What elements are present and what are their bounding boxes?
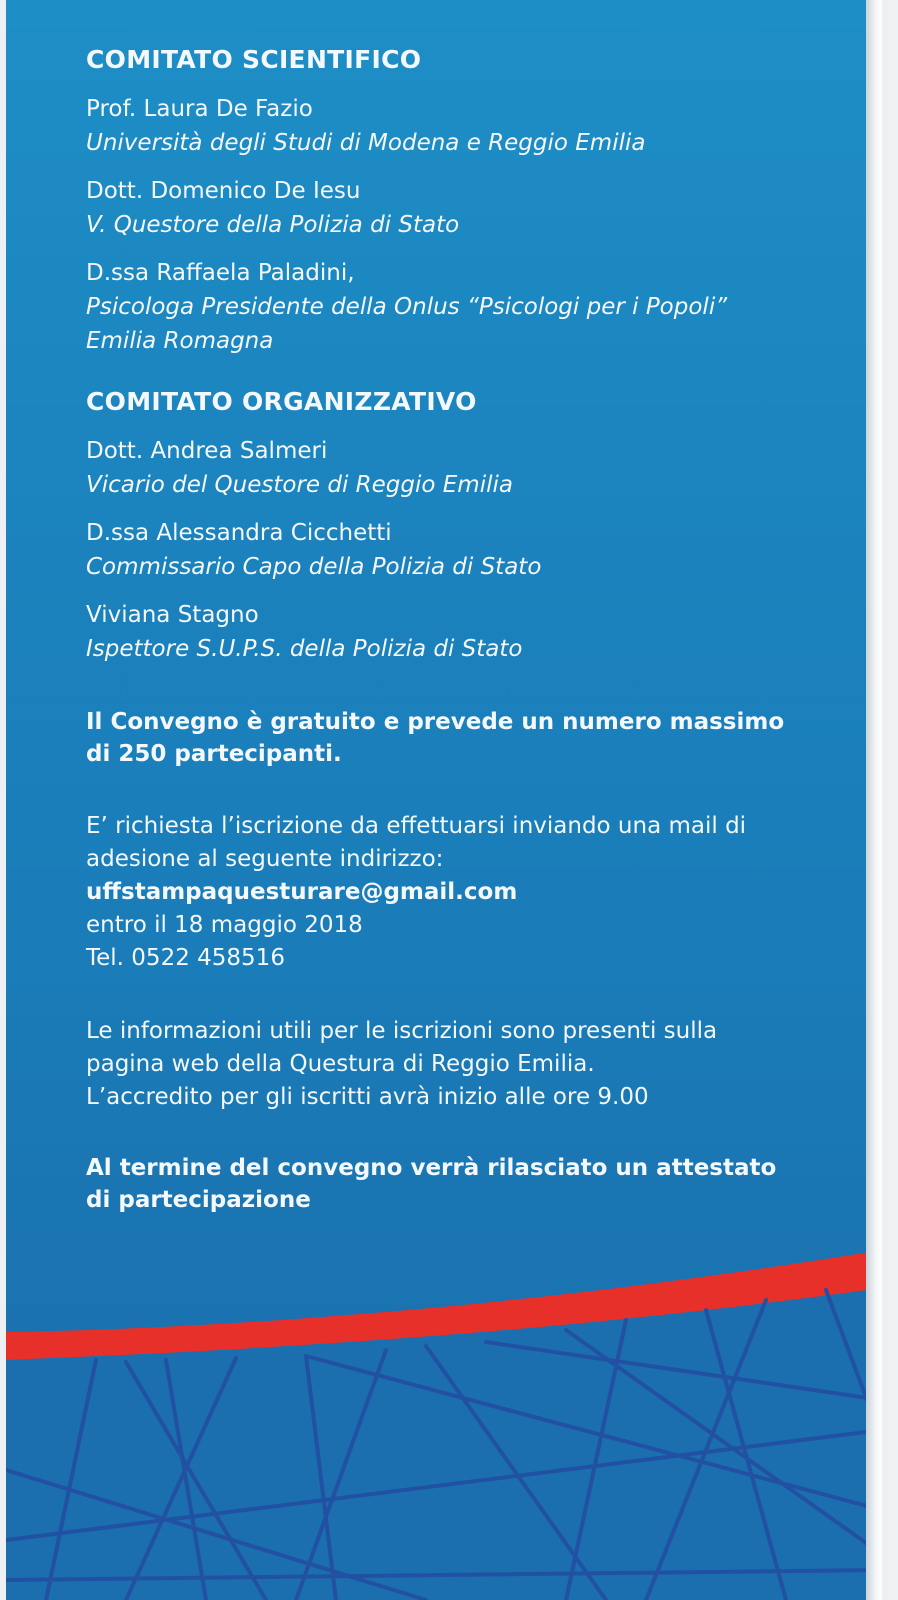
organizing-member bbox=[86, 434, 826, 502]
info-line: pagina web della Questura di Reggio Emilia. bbox=[86, 1051, 595, 1077]
paper-edge bbox=[866, 0, 882, 1600]
member-name: D.ssa Raffaela Paladini, bbox=[86, 260, 355, 286]
registration-line: adesione al seguente indirizzo: bbox=[86, 846, 444, 872]
certificate-line: di partecipazione bbox=[86, 1187, 311, 1213]
organizing-member bbox=[86, 598, 826, 666]
registration-deadline: entro il 18 maggio 2018 bbox=[86, 912, 363, 938]
member-name: Viviana Stagno bbox=[86, 602, 259, 628]
brochure-content bbox=[86, 44, 826, 1216]
scientific-member bbox=[86, 256, 826, 358]
member-role: Università degli Studi di Modena e Reggio Emilia bbox=[86, 130, 646, 156]
member-name: D.ssa Alessandra Cicchetti bbox=[86, 520, 392, 546]
member-name: Prof. Laura De Fazio bbox=[86, 96, 313, 122]
scientific-member bbox=[86, 174, 826, 242]
organizing-committee-title: COMITATO ORGANIZZATIVO bbox=[86, 387, 477, 416]
member-role-region: Emilia Romagna bbox=[86, 328, 274, 354]
registration-phone[interactable]: Tel. 0522 458516 bbox=[86, 945, 285, 971]
member-name: Dott. Domenico De Iesu bbox=[86, 178, 361, 204]
registration-info bbox=[86, 810, 826, 975]
decorative-network-lines bbox=[6, 1250, 882, 1600]
member-name: Dott. Andrea Salmeri bbox=[86, 438, 328, 464]
brochure-panel bbox=[6, 0, 882, 1600]
certificate-line: Al termine del convegno verrà rilasciato un attestato bbox=[86, 1155, 777, 1181]
free-notice-line: di 250 partecipanti. bbox=[86, 741, 342, 767]
free-notice-line: Il Convegno è gratuito e prevede un numero massimo bbox=[86, 709, 785, 735]
scientific-committee-title: COMITATO SCIENTIFICO bbox=[86, 45, 422, 74]
info-line: L’accredito per gli iscritti avrà inizio alle ore 9.00 bbox=[86, 1084, 649, 1110]
general-info bbox=[86, 1015, 826, 1114]
certificate-notice bbox=[86, 1152, 826, 1216]
free-notice bbox=[86, 706, 826, 770]
scientific-member bbox=[86, 92, 826, 160]
info-line: Le informazioni utili per le iscrizioni sono presenti sulla bbox=[86, 1018, 718, 1044]
member-role: Psicologa Presidente della Onlus “Psicologi per i Popoli” bbox=[86, 294, 728, 320]
organizing-member bbox=[86, 516, 826, 584]
registration-line: E’ richiesta l’iscrizione da effettuarsi inviando una mail di bbox=[86, 813, 747, 839]
registration-email[interactable]: uffstampaquesturare@gmail.com bbox=[86, 879, 518, 905]
member-role: Vicario del Questore di Reggio Emilia bbox=[86, 472, 513, 498]
member-role: Ispettore S.U.P.S. della Polizia di Stato bbox=[86, 636, 523, 662]
member-role: V. Questore della Polizia di Stato bbox=[86, 212, 460, 238]
member-role: Commissario Capo della Polizia di Stato bbox=[86, 554, 542, 580]
